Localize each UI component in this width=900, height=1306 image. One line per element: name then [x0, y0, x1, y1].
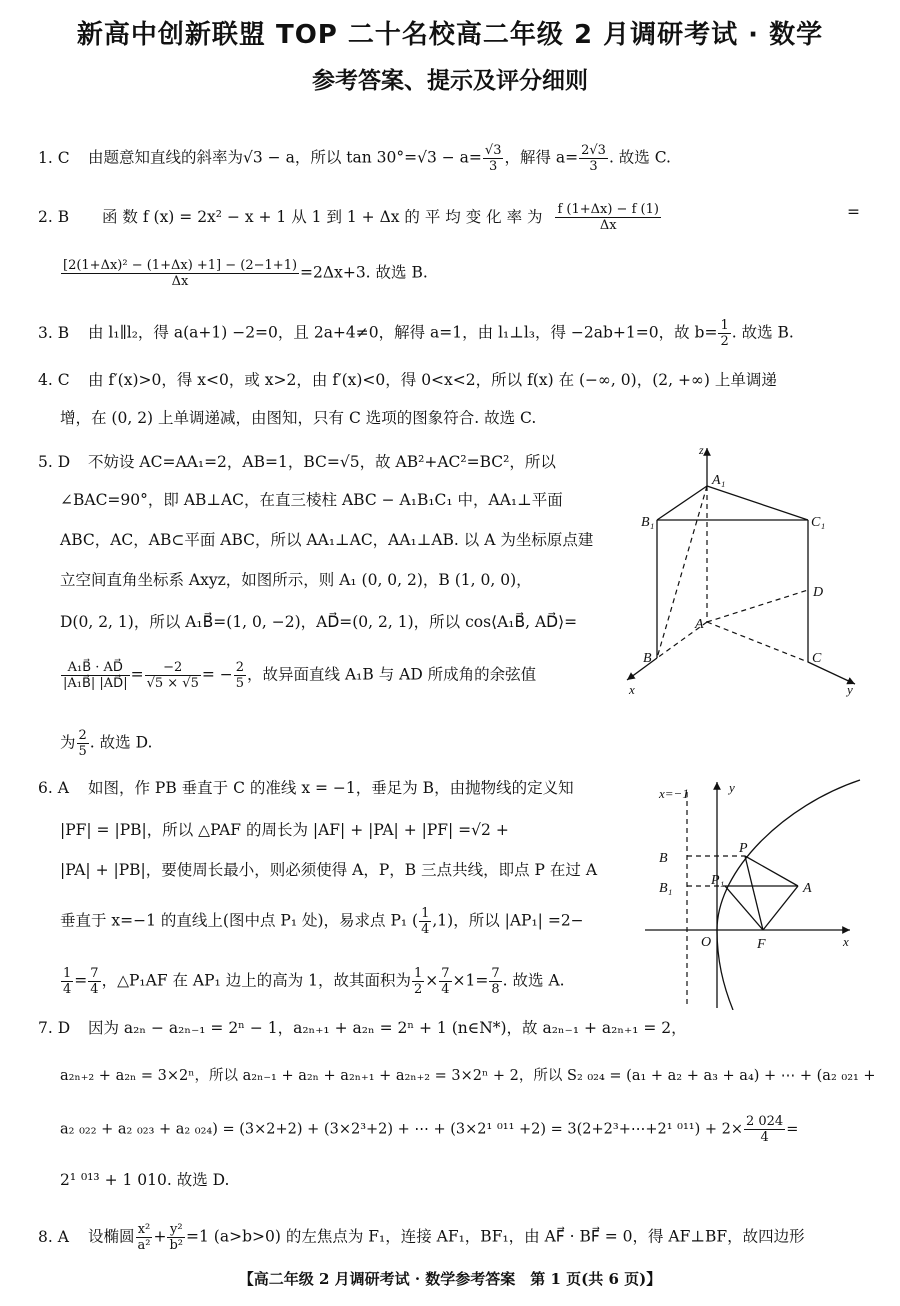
point-label-b1: B₁: [641, 515, 655, 530]
fraction: $\frac{\text{A₁B⃗ · AD⃗}}{\text{|A₁B⃗| |AD⃗|}}$: [63, 660, 128, 691]
answer-3: 3. B 由 l₁∥l₂，得 a(a+1) −2=0，且 2a+4≠0，解得 a=1，由 l₁⊥l₃，得 −2ab+1=0，故 b= $\frac{1}{2}$ . 故选 B.: [38, 318, 794, 349]
point-label-p1: P₁: [711, 873, 725, 888]
fraction: $\frac{-2}{√5 \times √5}$: [146, 660, 199, 691]
answer-2-line-2: $\frac{\text{[2(1+Δx)² − (1+Δx) +1] − (2−1+1)}}{\Delta x}$ =2Δx+3. 故选 B.: [63, 258, 428, 289]
fraction: $\frac{7}{8}$: [491, 966, 500, 997]
answer-7-line-2: a₂ₙ₊₂ + a₂ₙ = 3×2ⁿ，所以 a₂ₙ₋₁ + a₂ₙ + a₂ₙ₊₁ + a₂ₙ₊₂ = 3×2ⁿ + 2，所以 S₂ ₀₂₄ = (a₁ + a₂ + a₃ + a₄) + ⋯ + (a₂ ₀₂₁ +: [60, 1068, 876, 1084]
answer-4-line-1: 4. C 由 f′(x)>0，得 x<0，或 x>2，由 f′(x)<0，得 0<x<2，所以 f(x) 在 (−∞, 0)，(2, +∞) 上单调递: [38, 371, 777, 389]
point-label-c: C: [812, 651, 822, 666]
answer-5-line-4: 立空间直角坐标系 Axyz，如图所示，则 A₁ (0, 0, 2)，B (1, 0, 0)，: [60, 571, 532, 589]
prism-figure: [615, 438, 880, 700]
answer-2-line-1: 2. B 函 数 f (x) = 2x² − x + 1 从 1 到 1 + Δx 的 平 均 变 化 率 为 $\frac{f (1+\Delta x) - f (1)}{\Delta x}$ =: [38, 202, 860, 233]
page-subtitle: 参考答案、提示及评分细则: [312, 68, 588, 94]
answer-6-line-3: |PA| + |PB|，要使周长最小，则必须使得 A，P，B 三点共线，即点 P 在过 A: [60, 861, 598, 879]
answer-5-line-7: 为 $\frac{2}{5}$ . 故选 D.: [60, 728, 153, 759]
fraction: $\frac{\text{[2(1+Δx)² − (1+Δx) +1] − (2−1+1)}}{\Delta x}$: [63, 258, 298, 289]
point-label-d: D: [813, 585, 824, 600]
fraction: $\frac{\text{x²}}{\text{a²}}$: [137, 1222, 151, 1253]
point-label-p: P: [739, 841, 748, 856]
answer-7-line-1: 7. D 因为 a₂ₙ − a₂ₙ₋₁ = 2ⁿ − 1，a₂ₙ₊₁ + a₂ₙ = 2ⁿ + 1 (n∈N*)，故 a₂ₙ₋₁ + a₂ₙ₊₁ = 2，: [38, 1019, 687, 1037]
axis-label-y: y: [847, 682, 853, 697]
answer-7-line-3: a₂ ₀₂₂ + a₂ ₀₂₃ + a₂ ₀₂₄) = (3×2+2) + (3×2³+2) + ⋯ + (3×2¹ ⁰¹¹ +2) = 3(2+2³+⋯+2¹ ⁰¹¹) + 2× $\frac{2 024}{4}$ =: [60, 1114, 799, 1145]
answer-6-line-1: 6. A 如图，作 PB 垂直于 C 的准线 x = −1，垂足为 B，由抛物线的定义知: [38, 779, 574, 797]
answer-5-line-1: 5. D 不妨设 AC=AA₁=2，AB=1，BC=√5，故 AB²+AC²=BC²，所以: [38, 453, 556, 471]
fraction: $\frac{1}{4}$: [421, 906, 430, 937]
fraction: $\frac{1}{2}$: [413, 966, 423, 997]
point-label-a: A: [695, 617, 704, 632]
axis-label-x: x: [843, 934, 849, 949]
fraction: $\frac{7}{4}$: [90, 966, 99, 997]
axis-label-z: z: [699, 443, 704, 457]
parabola-figure: [645, 770, 865, 1010]
point-label-a: A: [803, 881, 812, 896]
point-label-b1: B₁: [659, 881, 673, 896]
fraction: $\frac{7}{4}$: [441, 966, 450, 997]
axis-label-y: y: [729, 780, 735, 795]
fraction: $\frac{2}{5}$: [235, 660, 245, 691]
fraction: $\frac{\text{y²}}{\text{b²}}$: [169, 1222, 184, 1253]
fraction: $\frac{2√3}{3}$: [581, 143, 606, 174]
fraction: $\frac{2 024}{4}$: [745, 1114, 784, 1145]
answer-6-line-4: 垂直于 x=−1 的直线上(图中点 P₁ 处)，易求点 P₁ ( $\frac{1}{4}$ ,1)，所以 |AP₁| =2−: [60, 906, 584, 937]
answer-6-line-2: |PF| = |PB|，所以 △PAF 的周长为 |AF| + |PA| + |PF| =√2 +: [60, 821, 509, 839]
point-label-f: F: [757, 937, 766, 952]
answer-5-line-3: ABC，AC，AB⊂平面 ABC，所以 AA₁⊥AC，AA₁⊥AB. 以 A 为坐标原点建: [60, 531, 594, 549]
point-label-o: O: [701, 935, 712, 950]
answer-8: 8. A 设椭圆 $\frac{\text{x²}}{\text{a²}}$ + $\frac{\text{y²}}{\text{b²}}$ =1 (a>b>0) 的左焦点为 F₁，连接 AF₁，BF₁，由 AF⃗ · BF⃗ = 0，得 AF⊥BF，故四边形: [38, 1222, 805, 1253]
answer-5-line-6: $\frac{\text{A₁B⃗ · AD⃗}}{\text{|A₁B⃗| |AD⃗|}}$ = $\frac{-2}{√5 \times √5}$ = − $\frac{2}{5}$ ，故异面直线 A₁B 与 AD 所成角的余弦值: [63, 660, 537, 691]
page-title: 新高中创新联盟 TOP 二十名校高二年级 2 月调研考试 · 数学: [76, 20, 824, 50]
fraction: $\frac{√3}{3}$: [484, 143, 502, 174]
fraction: $\frac{1}{4}$: [63, 966, 72, 997]
answer-7-line-4: 2¹ ⁰¹³ + 1 010. 故选 D.: [60, 1171, 230, 1189]
point-label-b: B: [643, 651, 652, 666]
answer-1: 1. C 由题意知直线的斜率为√3 − a，所以 tan 30°=√3 − a= $\frac{√3}{3}$ ，解得 a= $\frac{2√3}{3}$ . 故选 C.: [38, 143, 671, 174]
point-label-b: B: [659, 851, 668, 866]
page-footer: 【高二年级 2 月调研考试 · 数学参考答案 第 1 页(共 6 页)】: [238, 1270, 662, 1288]
axis-label-x: x: [629, 682, 635, 697]
point-label-a1: A₁: [712, 473, 726, 488]
fraction: $\frac{2}{5}$: [78, 728, 87, 759]
fraction: $\frac{f (1+\Delta x) - f (1)}{\Delta x}$: [557, 202, 659, 233]
answer-4-line-2: 增，在 (0, 2) 上单调递减，由图知，只有 C 选项的图象符合. 故选 C.: [60, 409, 537, 427]
point-label-c1: C₁: [811, 515, 826, 530]
answer-5-line-5: D(0, 2, 1)，所以 A₁B⃗=(1, 0, −2)，AD⃗=(0, 2, 1)，所以 cos⟨A₁B⃗, AD⃗⟩=: [60, 613, 578, 631]
answer-5-line-2: ∠BAC=90°，即 AB⊥AC，在直三棱柱 ABC − A₁B₁C₁ 中，AA₁⊥平面: [60, 491, 563, 509]
answer-6-line-5: $\frac{1}{4}$ = $\frac{7}{4}$ ，△P₁AF 在 AP₁ 边上的高为 1，故其面积为 $\frac{1}{2}$ × $\frac{7}{4}$ ×1= $\frac{7}{8}$ . 故选 A.: [63, 966, 565, 997]
directrix-label: x=−1: [659, 786, 689, 801]
fraction: $\frac{1}{2}$: [720, 318, 729, 349]
